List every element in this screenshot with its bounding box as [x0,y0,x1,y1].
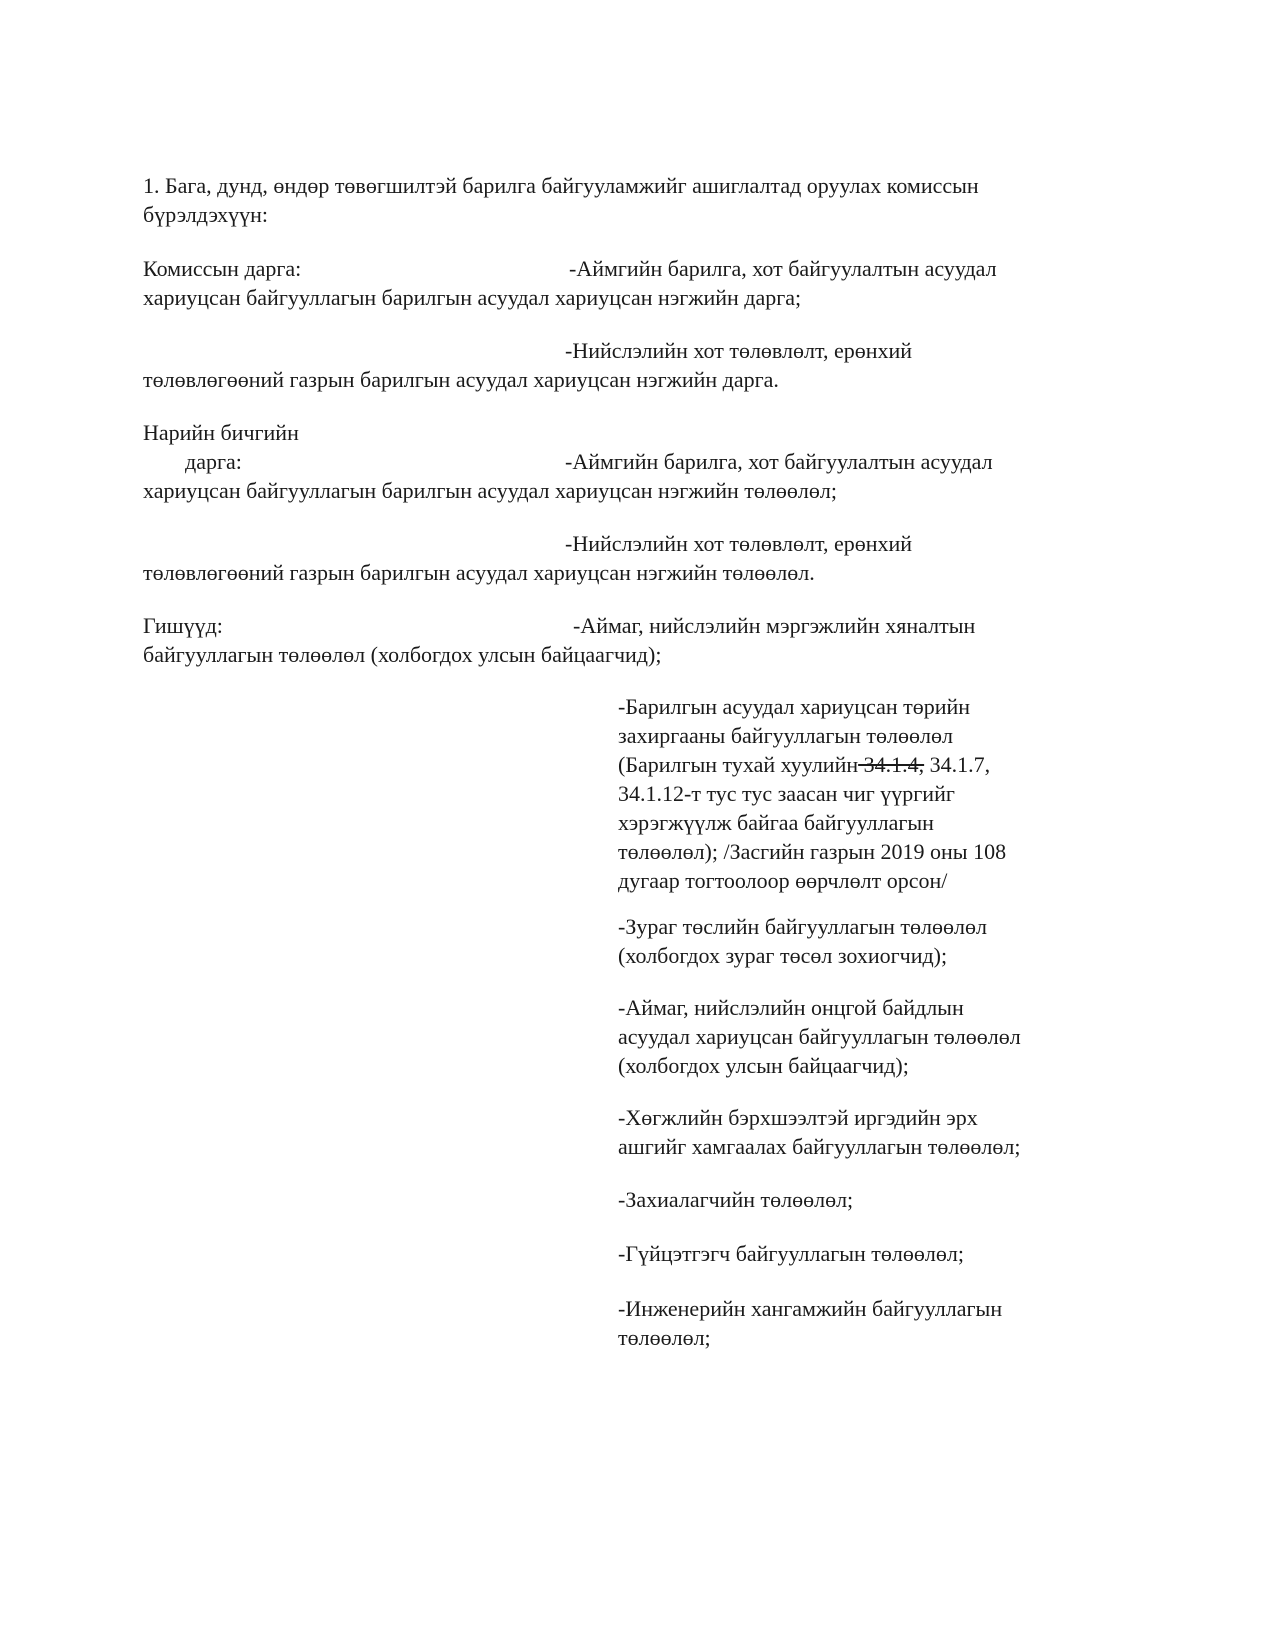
members-item-line: -Инженерийн хангамжийн байгууллагын [618,1296,1003,1321]
members-item [618,1103,1020,1161]
members-item-first-line: -Аймаг, нийслэлийн мэргэжлийн хяналтын [573,613,976,638]
secretary-label: дарга: [185,449,242,474]
secretary-item-continuation: хариуцсан байгууллагын барилгын асуудал хариуцсан нэгжийн төлөөлөл; [143,478,837,503]
members-item-line: -Захиалагчийн төлөөлөл; [618,1187,854,1212]
members-item [618,692,1006,895]
heading-line: бүрэлдэхүүн: [143,202,268,227]
members-item-line: төлөөлөл); /Засгийн газрын 2019 оны 108 [618,839,1007,864]
secretary-item-first-line: -Аймгийн барилга, хот байгуулалтын асуудал [565,449,993,474]
members-item-line: 34.1.12-т тус тус заасан чиг үүргийг [618,781,955,806]
secretary-item-first-line: -Нийслэлийн хот төлөвлөлт, ерөнхий [565,531,913,556]
members-item-line: асуудал хариуцсан байгууллагын төлөөлөл [618,1024,1021,1049]
members-item-line: дугаар тогтоолоор өөрчлөлт орсон/ [618,868,948,893]
chair-item-first-line: -Нийслэлийн хот төлөвлөлт, ерөнхий [565,338,913,363]
members-item-line: -Хөгжлийн бэрхшээлтэй иргэдийн эрх [618,1105,978,1130]
members-item-line: (холбогдох зураг төсөл зохиогчид); [618,943,948,968]
chair-item-continuation: хариуцсан байгууллагын барилгын асуудал хариуцсан нэгжийн дарга; [143,285,802,310]
law-reference-text: 34.1.7, [924,752,991,777]
members-item-line: ашгийг хамгаалах байгууллагын төлөөлөл; [618,1134,1021,1159]
members-item-line: төлөөлөл; [618,1325,711,1350]
members-item-line: -Зураг төслийн байгууллагын төлөөлөл [618,914,987,939]
members-item-line: (холбогдох улсын байцаагчид); [618,1053,909,1078]
struck-through-clause: 34.1.4, [858,752,925,777]
members-item-line: -Аймаг, нийслэлийн онцгой байдлын [618,995,964,1020]
members-item-line: -Барилгын асуудал хариуцсан төрийн [618,694,971,719]
chair-item-continuation: төлөвлөгөөний газрын барилгын асуудал хариуцсан нэгжийн дарга. [143,367,779,392]
section-heading [143,171,979,229]
law-reference-text: (Барилгын тухай хуулийн [618,752,859,777]
members-label: Гишүүд: [143,613,223,638]
members-item-line: захиргааны байгууллагын төлөөлөл [618,723,953,748]
members-item [618,1239,964,1268]
secretary-item-continuation: төлөвлөгөөний газрын барилгын асуудал хариуцсан нэгжийн төлөөлөл. [143,560,815,585]
members-item-line: хэрэгжүүлж байгаа байгууллагын [618,810,934,835]
chair-item-first-line: -Аймгийн барилга, хот байгуулалтын асуудал [569,256,997,281]
members-item-continuation: байгууллагын төлөөлөл (холбогдох улсын байцаагчид); [143,642,662,667]
heading-line: 1. Бага, дунд, өндөр төвөгшилтэй барилга байгууламжийг ашиглалтад оруулах комиссын [143,173,979,198]
members-item [618,993,1021,1080]
members-item [618,1294,1002,1352]
members-item-line: -Гүйцэтгэгч байгууллагын төлөөлөл; [618,1241,964,1266]
members-item [618,912,987,970]
secretary-label: Нарийн бичгийн [143,420,299,445]
members-item-line [618,750,1006,779]
members-item [618,1185,853,1214]
chair-label: Комиссын дарга: [143,256,302,281]
